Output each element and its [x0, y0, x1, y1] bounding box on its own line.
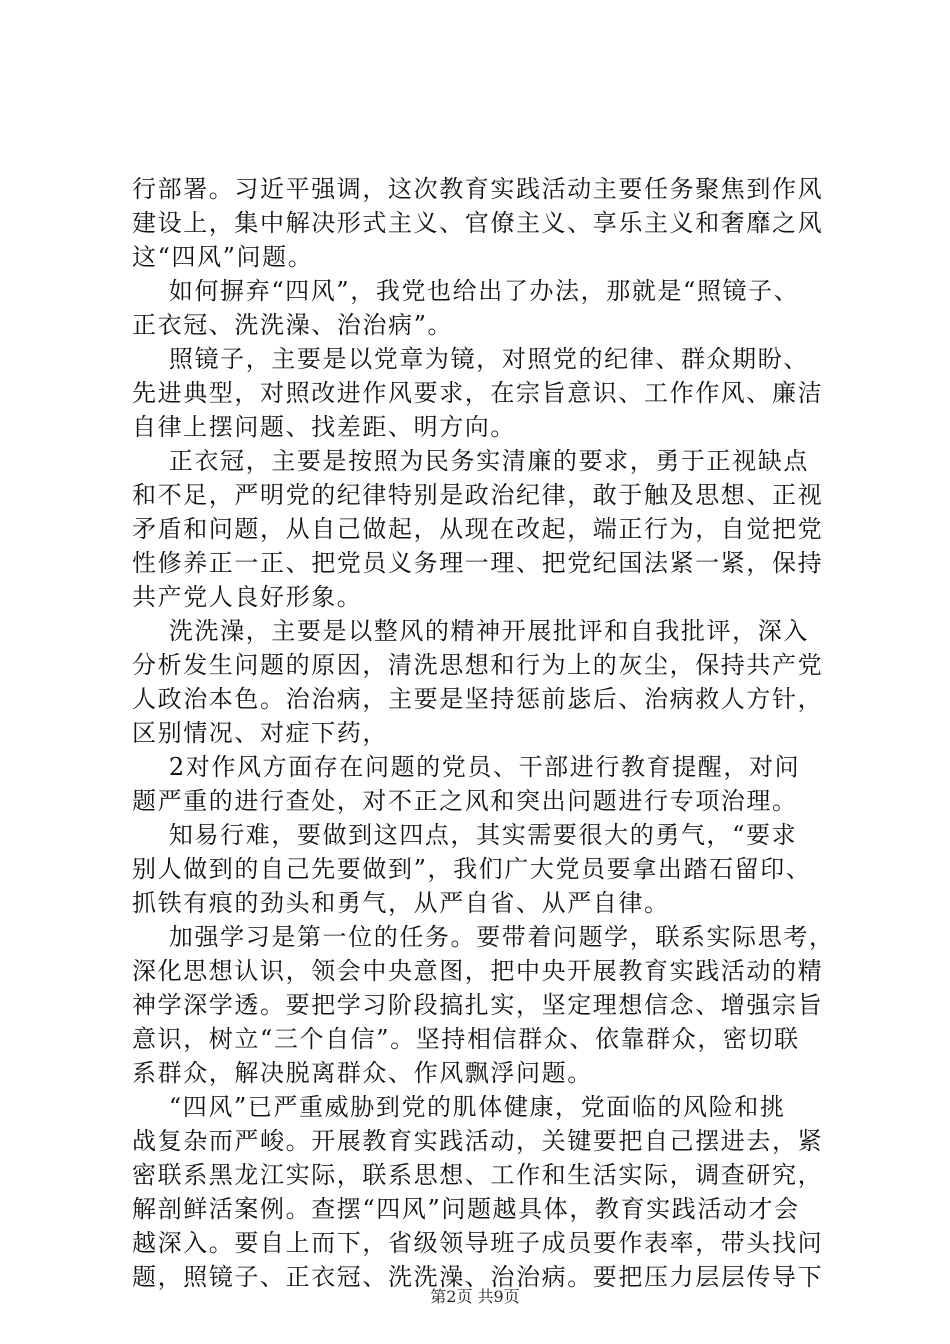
- text-line: 人政治本色。治治病，主要是坚持惩前毖后、治病救人方针，: [132, 685, 824, 713]
- text-line: 加强学习是第一位的任务。要带着问题学，联系实际思考，: [132, 923, 835, 951]
- text-line: 题，照镜子、正衣冠、洗洗澡、治治病。要把压力层层传导下: [132, 1263, 824, 1291]
- text-line: 建设上，集中解决形式主义、官僚主义、享乐主义和奢靡之风: [132, 209, 824, 237]
- text-line: 分析发生问题的原因，清洗思想和行为上的灰尘，保持共产党: [132, 651, 824, 679]
- text-line: 神学深学透。要把学习阶段搞扎实，坚定理想信念、增强宗旨: [132, 991, 824, 1019]
- text-line: 区别情况、对症下药，: [132, 719, 388, 747]
- text-line: 题严重的进行查处，对不正之风和突出问题进行专项治理。: [132, 787, 798, 815]
- text-line: 自律上摆问题、找差距、明方向。: [132, 413, 516, 441]
- page-footer: 第2页 共9页: [430, 1287, 520, 1306]
- text-line: 洗洗澡，主要是以整风的精神开展批评和自我批评，深入: [132, 617, 809, 645]
- text-line: 别人做到的自己先要做到”，我们广大党员要拿出踏石留印、: [132, 855, 812, 883]
- text-line: 密联系黑龙江实际，联系思想、工作和生活实际，调查研究，: [132, 1161, 824, 1189]
- text-line: 照镜子，主要是以党章为镜，对照党的纪律、群众期盼、: [132, 345, 809, 373]
- text-line: 知易行难，要做到这四点，其实需要很大的勇气，“要求: [132, 821, 798, 849]
- text-line: 2对作风方面存在问题的党员、干部进行教育提醒，对问: [132, 753, 801, 781]
- text-line: 共产党人良好形象。: [132, 583, 363, 611]
- text-line: 越深入。要自上而下，省级领导班子成员要作表率，带头找问: [132, 1229, 824, 1257]
- text-line: 这“四风”问题。: [132, 243, 314, 271]
- text-line: 深化思想认识，领会中央意图，把中央开展教育实践活动的精: [132, 957, 824, 985]
- text-line: 意识，树立“三个自信”。坚持相信群众、依靠群众，密切联: [132, 1025, 800, 1053]
- body-text: [132, 172, 835, 1294]
- text-line: 矛盾和问题，从自己做起，从现在改起，端正行为，自觉把党: [132, 515, 824, 543]
- text-line: “四风”已严重威胁到党的肌体健康，党面临的风险和挑: [132, 1093, 786, 1121]
- text-line: 正衣冠、洗洗澡、治治病”。: [132, 311, 454, 339]
- text-line: 行部署。习近平强调，这次教育实践活动主要任务聚焦到作风: [132, 175, 824, 203]
- text-line: 解剖鲜活案例。查摆“四风”问题越具体，教育实践活动才会: [132, 1195, 800, 1223]
- text-line: 抓铁有痕的劲头和勇气，从严自省、从严自律。: [132, 889, 670, 917]
- text-line: 和不足，严明党的纪律特别是政治纪律，敢于触及思想、正视: [132, 481, 824, 509]
- text-line: 性修养正一正、把党员义务理一理、把党纪国法紧一紧，保持: [132, 549, 824, 577]
- text-line: 先进典型，对照改进作风要求，在宗旨意识、工作作风、廉洁: [132, 379, 824, 407]
- text-line: 战复杂而严峻。开展教育实践活动，关键要把自己摆进去，紧: [132, 1127, 824, 1155]
- text-line: 正衣冠，主要是按照为民务实清廉的要求，勇于正视缺点: [132, 447, 809, 475]
- text-line: 系群众，解决脱离群众、作风飘浮问题。: [132, 1059, 593, 1087]
- text-line: 如何摒弃“四风”，我党也给出了办法，那就是“照镜子、: [132, 277, 800, 305]
